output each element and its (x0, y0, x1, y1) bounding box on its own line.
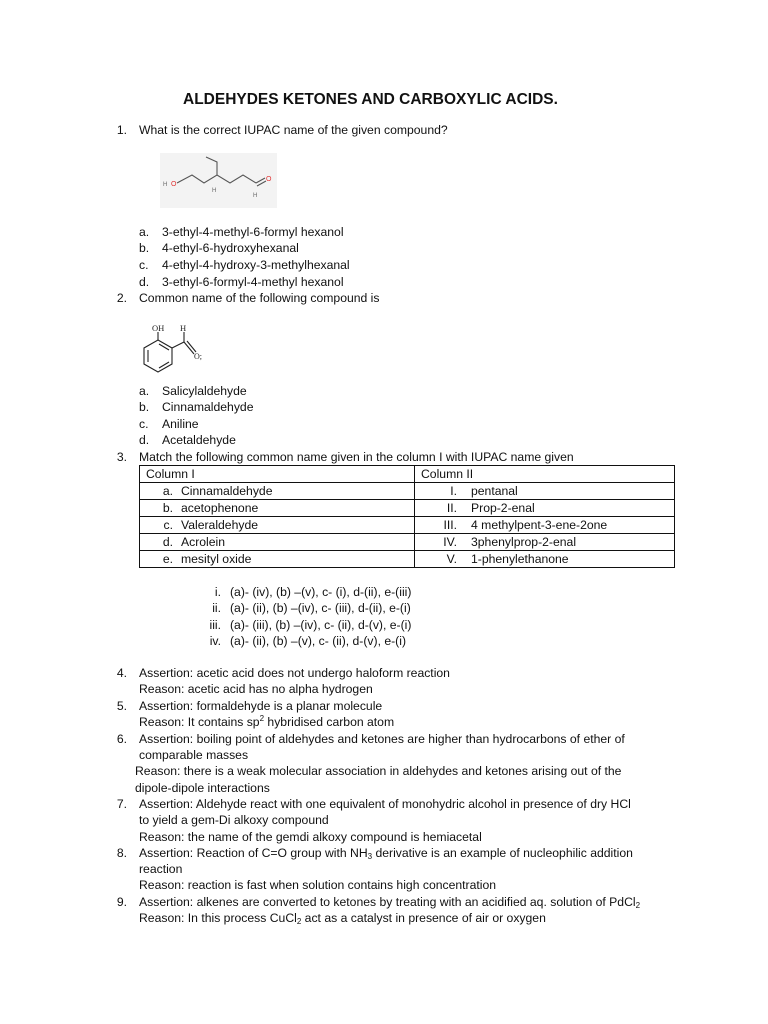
row-value-1: mesityl oxide (181, 552, 252, 566)
q4-assertion: Assertion: acetic acid does not undergo haloform reaction (139, 666, 450, 680)
q5-reason-sup: 2 (259, 714, 265, 723)
q1-text: What is the correct IUPAC name of the given compound? (139, 123, 448, 137)
row-value-1: Valeraldehyde (181, 518, 259, 532)
q7-assertion-line-2: to yield a gem-Di alkoxy compound (139, 813, 329, 827)
q2-structure-image (132, 320, 212, 382)
q9-reason-pre: Reason: In this process CuCl (139, 911, 297, 925)
table-header-row (140, 466, 675, 483)
q9-assertion (139, 894, 640, 910)
q1-o-label: O (171, 181, 177, 188)
row-key-1: d. (162, 535, 173, 549)
q1-structure-image (160, 153, 277, 208)
q3-option-i-numeral: i. (214, 585, 221, 599)
row-key-2: IV. (443, 535, 457, 549)
q1-option-b-letter: b. (139, 241, 150, 255)
q2-number: 2. (116, 291, 127, 305)
row-key-2: III. (443, 518, 457, 532)
q3-option-ii-numeral: ii. (212, 601, 221, 615)
q5-reason-pre: Reason: It contains sp (139, 715, 260, 729)
q9-reason (139, 910, 546, 926)
row-value-2: 3phenylprop-2-enal (471, 535, 577, 549)
q5-reason-post: hybridised carbon atom (264, 715, 395, 729)
row-key-2: II. (446, 501, 457, 515)
row-key-2: V. (446, 552, 457, 566)
table-row (140, 500, 675, 517)
q2-h-label: H (180, 323, 187, 333)
q8-assertion-post: derivative is an example of nucleophilic addition (372, 846, 633, 860)
q3-option-ii (199, 600, 411, 616)
q5-reason (139, 714, 394, 730)
q1-option-c-letter: c. (139, 258, 149, 272)
q6-assertion-line-2: comparable masses (139, 748, 249, 762)
q3-option-i-text: (a)- (iv), (b) –(v), c- (i), d-(ii), e-(iii) (230, 585, 412, 599)
q1-option-c: 4-ethyl-4-hydroxy-3-methylhexanal (162, 258, 350, 272)
q2-option-b: Cinnamaldehyde (162, 400, 254, 414)
q8-reason: Reason: reaction is fast when solution contains high concentration (139, 878, 497, 892)
q8-number: 8. (116, 846, 127, 860)
q1-o-label-2: O (266, 176, 272, 183)
q3-number: 3. (116, 450, 127, 464)
q3-option-i (199, 584, 411, 600)
q9-number: 9. (116, 895, 127, 909)
q1-option-a-letter: a. (139, 225, 150, 239)
q2-o-label: O; (194, 352, 202, 361)
q2-option-c: Aniline (162, 417, 199, 431)
table-row (140, 534, 675, 551)
q3-option-iii-numeral: iii. (209, 618, 221, 632)
q2-option-b-letter: b. (139, 400, 150, 414)
page-title: ALDEHYDES KETONES AND CARBOXYLIC ACIDS. (183, 91, 558, 108)
row-value-1: Acrolein (181, 535, 226, 549)
q3-option-iii (199, 617, 411, 633)
q8-assertion-line-2: reaction (139, 862, 183, 876)
q4-number: 4. (116, 666, 127, 680)
column-1-header: Column I (140, 466, 415, 483)
row-value-2: 1-phenylethanone (471, 552, 569, 566)
column-2-header: Column II (415, 466, 675, 483)
q7-number: 7. (116, 797, 127, 811)
q2-option-a-letter: a. (139, 384, 150, 398)
q3-option-ii-text: (a)- (ii), (b) –(iv), c- (iii), d-(ii), e-(i) (230, 601, 411, 615)
q2-text: Common name of the following compound is (139, 291, 380, 305)
row-value-2: Prop-2-enal (471, 501, 535, 515)
q6-assertion-line-1: Assertion: boiling point of aldehydes and ketones are higher than hydrocarbons of ether of (139, 732, 625, 746)
row-key-1: b. (162, 501, 173, 515)
q1-option-b: 4-ethyl-6-hydroxyhexanal (162, 241, 299, 255)
q2-option-a: Salicylaldehyde (162, 384, 247, 398)
q3-text: Match the following common name given in the column I with IUPAC name given (139, 450, 574, 464)
table-row (140, 517, 675, 534)
row-value-1: acetophenone (181, 501, 259, 515)
q2-option-d-letter: d. (139, 433, 150, 447)
row-key-1: e. (162, 552, 173, 566)
q1-option-d: 3-ethyl-6-formyl-4-methyl hexanol (162, 275, 344, 289)
row-value-1: Cinnamaldehyde (181, 484, 273, 498)
q4-reason: Reason: acetic acid has no alpha hydrogen (139, 682, 373, 696)
table-row (140, 483, 675, 500)
q5-number: 5. (116, 699, 127, 713)
q8-assertion-sub: 3 (367, 852, 373, 861)
q3-option-iv (199, 633, 406, 649)
match-table (139, 465, 675, 568)
q8-assertion-pre: Assertion: Reaction of C=O group with NH (139, 846, 368, 860)
row-key-2: I. (450, 484, 457, 498)
q1-h-label-3: H (253, 193, 258, 199)
row-key-1: c. (163, 518, 173, 532)
q9-reason-post: act as a catalyst in presence of air or oxygen (301, 911, 546, 925)
q2-option-c-letter: c. (139, 417, 149, 431)
q1-number: 1. (116, 123, 127, 137)
q2-oh-label: OH (152, 323, 165, 333)
q2-option-d: Acetaldehyde (162, 433, 236, 447)
q3-option-iii-text: (a)- (iii), (b) –(iv), c- (ii), d-(v), e-(i) (230, 618, 412, 632)
q8-assertion-line-1 (139, 845, 633, 861)
q1-h-label: H (163, 182, 168, 188)
q9-reason-sub: 2 (296, 917, 302, 926)
q7-assertion-line-1: Assertion: Aldehyde react with one equivalent of monohydric alcohol in presence of dry HCl (139, 797, 631, 811)
q7-reason: Reason: the name of the gemdi alkoxy compound is hemiacetal (139, 830, 482, 844)
q6-reason-line-1: Reason: there is a weak molecular association in aldehydes and ketones arising out of the (135, 764, 622, 778)
q6-number: 6. (116, 732, 127, 746)
q3-option-iv-text: (a)- (ii), (b) –(v), c- (ii), d-(v), e-(i) (230, 634, 407, 648)
row-value-2: pentanal (471, 484, 518, 498)
row-value-2: 4 methylpent-3-ene-2one (471, 518, 608, 532)
q9-assertion-pre: Assertion: alkenes are converted to ketones by treating with an acidified aq. solution of PdCl (139, 895, 636, 909)
q1-h-label-2: H (212, 188, 217, 194)
q1-option-d-letter: d. (139, 275, 150, 289)
table-row (140, 551, 675, 568)
q1-option-a: 3-ethyl-4-methyl-6-formyl hexanol (162, 225, 344, 239)
q3-option-iv-numeral: iv. (209, 634, 221, 648)
q6-reason-line-2: dipole-dipole interactions (135, 781, 270, 795)
q9-assertion-sub: 2 (635, 901, 641, 910)
row-key-1: a. (162, 484, 173, 498)
q5-assertion: Assertion: formaldehyde is a planar molecule (139, 699, 383, 713)
